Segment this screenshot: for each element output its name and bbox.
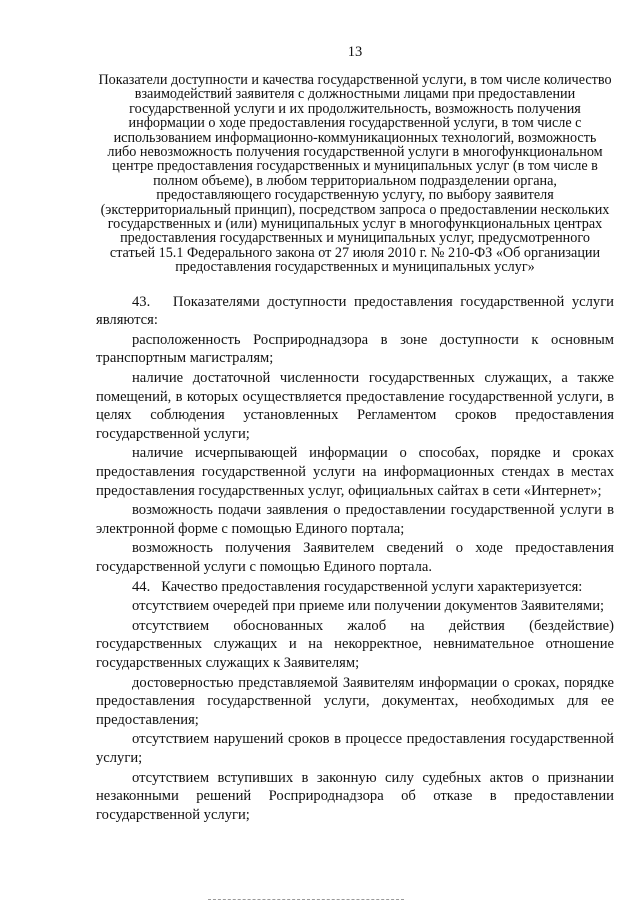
paragraph: наличие исчерпывающей информации о способах, порядке и сроках предоставления государственной услуги на информационных стендах в местах предоставления государственных услуг, официальных сайтах в сети «Интернет»; (96, 445, 614, 499)
section-heading: Показатели доступности и качества государственной услуги, в том числе количество взаимодействий заявителя с должностными лицами при предоставлении государственной услуги и их продолжительность, возможность получения информации о ходе предоставления государственной услуги, в том числе с использованием информационно-коммуникационных технологий, возможность либо невозможность получения государственной услуги в многофункциональном центре предоставления государственных и муниципальных услуг (в том числе в полном объеме), в любом территориальном подразделении органа, предоставляющего государственную услугу, по выбору заявителя (экстерриториальный принцип), посредством запроса о предоставлении нескольких государственных и (или) муниципальных услуг в многофункциональных центрах предоставления государственных и муниципальных услуг, предусмотренного статьей 15.1 Федерального закона от 27 июля 2010 г. № 210-ФЗ «Об организации предоставления государственных и муниципальных услуг» (98, 72, 612, 276)
paragraph: расположенность Росприроднадзора в зоне доступности к основным транспортным магистралям; (96, 331, 614, 367)
scan-edge-mark (208, 899, 404, 902)
paragraph-43: 43. Показателями доступности предоставления государственной услуги являются: (96, 293, 614, 329)
paragraph: возможность получения Заявителем сведений о ходе предоставления государственной услуги с помощью Единого портала. (96, 540, 614, 575)
document-body (96, 293, 614, 825)
paragraph-44: 44. Качество предоставления государственной услуги характеризуется: (132, 578, 583, 595)
page-number: 13 (347, 44, 363, 60)
paragraph: наличие достаточной численности государственных служащих, а также помещений, в которых осуществляется предоставление государственной услуги, в целях соблюдения установленных Регламентом сроков предоставления государственной услуги; (96, 370, 614, 442)
paragraph: отсутствием очередей при приеме или получении документов Заявителями; (132, 598, 605, 615)
paragraph: отсутствием обоснованных жалоб на действия (бездействие) государственных служащих и на некорректное, невнимательное отношение государственных служащих к Заявителям; (96, 617, 614, 671)
paragraph: возможность подачи заявления о предоставлении государственной услуги в электронной форме с помощью Единого портала; (96, 502, 614, 537)
paragraph: отсутствием нарушений сроков в процессе предоставления государственной услуги; (96, 731, 614, 766)
paragraph: достоверностью представляемой Заявителям информации о сроках, порядке предоставления государственной услуги, документах, необходимых для ее предоставления; (96, 674, 614, 728)
paragraph: отсутствием вступивших в законную силу судебных актов о признании незаконными решений Росприроднадзора об отказе в предоставлении государственной услуги; (96, 769, 614, 823)
